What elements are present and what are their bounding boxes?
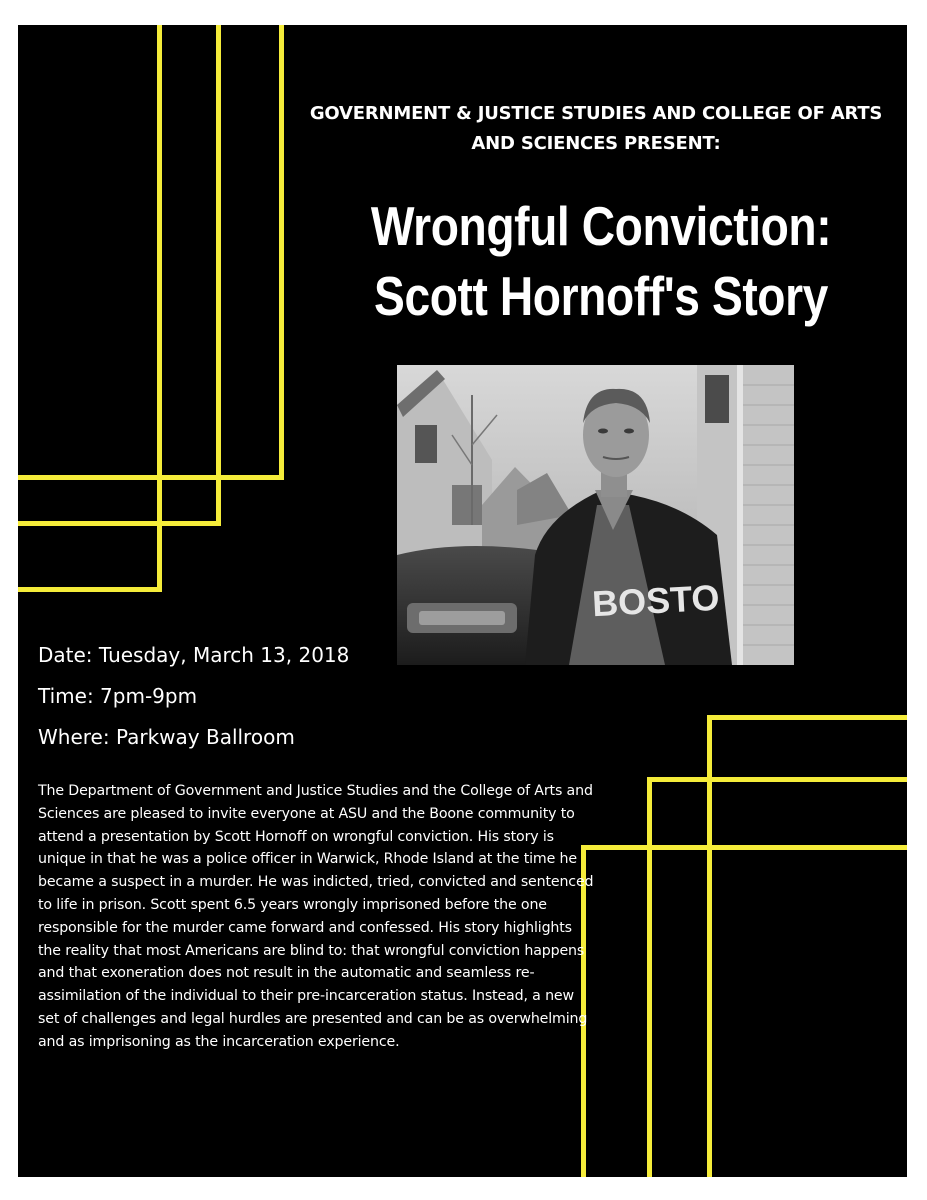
jersey-text: BOSTO [591,576,721,625]
speaker-photo [397,365,794,665]
decorative-frame-top-left-3 [18,25,162,592]
event-time: Time: 7pm-9pm [38,684,198,708]
event-description: The Department of Government and Justice Studies and the College of Arts and Sciences are pleased to invite everyone at ASU and the Boone community to attend a presentation by Scott Hornoff on wrongful conviction. His story is unique in that he was a police officer in Warwick, Rhode Island at the time he became a suspect in a murder. He was indicted, tried, convicted and sentenced to life in prison. Scott spent 6.5 years wrongly imprisoned before the one responsible for the murder came forward and confessed. His story highlights the reality that most Americans are blind to: that wrongful conviction happens and that exoneration does not result in the automatic and seamless re-assimilation of the individual to their pre-incarceration status. Instead, a new set of challenges and legal hurdles are presented and can be as overwhelming and as imprisoning as the incarceration experience. [38,783,594,1050]
flyer [18,25,907,1177]
event-title [340,191,862,331]
event-date: Date: Tuesday, March 13, 2018 [38,643,350,667]
decorative-frame-bottom-right-3 [581,845,907,1177]
presenter-line-1: GOVERNMENT & JUSTICE STUDIES AND COLLEGE OF ARTS [309,103,883,124]
title-line-2: Scott Hornoff's Story [374,265,828,327]
event-location: Where: Parkway Ballroom [38,725,295,749]
presenter-heading [290,99,902,159]
title-line-1: Wrongful Conviction: [370,195,832,257]
event-details [38,635,349,758]
presenter-line-2: AND SCIENCES PRESENT: [471,133,721,154]
speaker-photo-illustration [397,365,794,665]
